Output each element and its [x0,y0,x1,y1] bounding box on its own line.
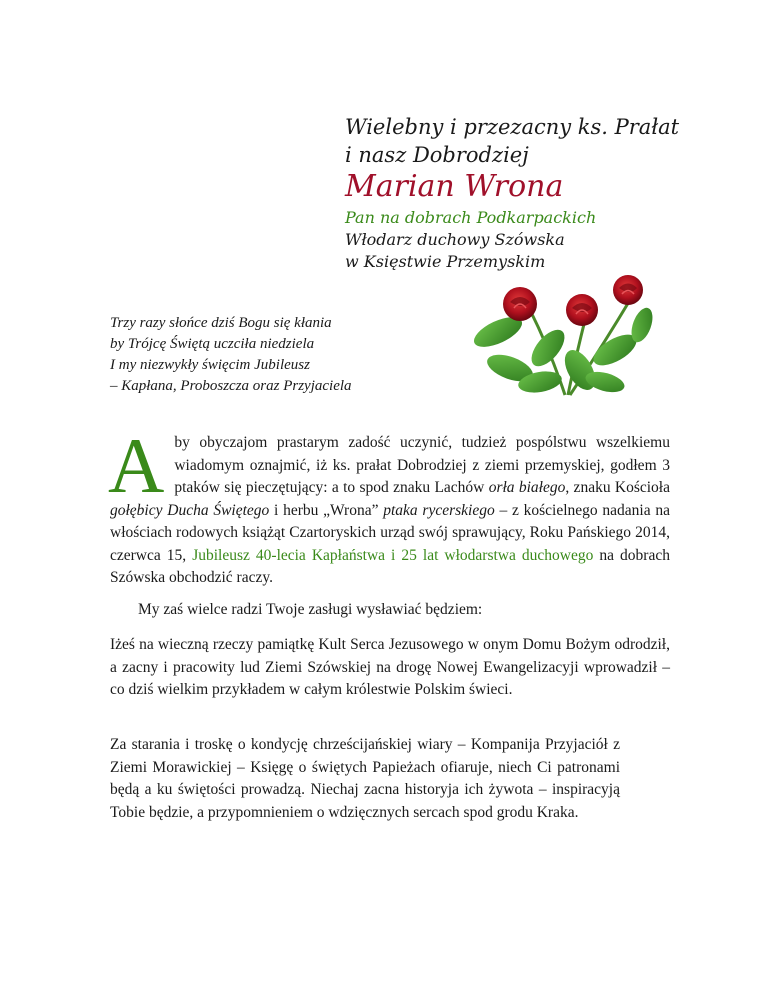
paragraph-2: My zaś wielce radzi Twoje zasługi wysławiać będziem: [138,601,483,618]
p1-text-2: , znaku Kościoła [565,479,670,496]
heading-line-4: Włodarz duchowy Szówska [345,230,565,249]
heading-line-1: Wielebny i przezacny ks. Prałat [345,115,680,139]
heading-subtitle: Pan na dobrach Podkarpackich [345,208,597,227]
poem [110,313,450,397]
jubilee-highlight: Jubileusz 40-lecia Kapłaństwa i 25 lat włodarstwa duchowego [192,546,594,564]
p1-emphasis-1: orła białego [488,479,566,496]
paragraph-3: Iżeś na wieczną rzeczy pamiątkę Kult Serca Jezusowego w onym Domu Bożym odrodził, a zacny i pracowity lud Ziemi Szówskiej na drogę Nowej Ewangelizacyji wprowadził – co dziś wielkim przykładem w całym królestwie Polskim świeci. [110,636,670,698]
p1-text-5: na dobrach Szówska obchodzić raczy. [110,546,670,586]
poem-line-1: Trzy razy słońce dziś Bogu się kłania [110,315,332,331]
paragraph-1 [108,422,670,590]
p1-emphasis-2: gołębicy Ducha Świętego [110,501,270,519]
poem-line-2: by Trójcę Świętą uczciła niedziela [110,336,315,352]
poem-line-3: I my niezwykły święcim Jubileusz [110,357,310,373]
honoree-name: Marian Wrona [345,169,564,204]
p1-text-1: by obyczajom prastarym zadość uczynić, tudzież pospólstwu wszelkiemu wiadomym oznajmić, iż ks. prałat Dobrodziej z ziemi przemyskiej, godłem 3 ptaków się pieczętujący: a to spod znaku Lachów [174,434,670,496]
roses-bouquet-icon [470,270,660,400]
p1-emphasis-3: ptaka rycerskiego [383,501,495,519]
poem-line-4: – Kapłana, Proboszcza oraz Przyjaciela [110,378,352,394]
dedication-heading [345,113,745,273]
heading-line-2: i nasz Dobrodziej [345,143,529,167]
heading-line-5: w Księstwie Przemyskim [345,252,546,271]
p1-text-4: – z kościelnego nadania na włościach rodowych książąt Czartoryskich urząd swój sprawujący, Roku Pańskiego 2014, czerwca 15, [110,501,670,564]
drop-cap: A [108,422,165,509]
p1-text-3: i herbu „Wrona” [269,501,384,519]
paragraph-4: Za starania i troskę o kondycję chrześcijańskiej wiary – Kompanija Przyjaciół z Ziemi Morawickiej – Księgę o świętych Papieżach ofiaruje, niech Ci patronami będą a ku świętości prowadzą. Niechaj zacna historyja ich żywota – inspiracyją Tobie będzie, a przypomnieniem o wdzięcznych sercach spod grodu Kraka. [110,736,620,821]
